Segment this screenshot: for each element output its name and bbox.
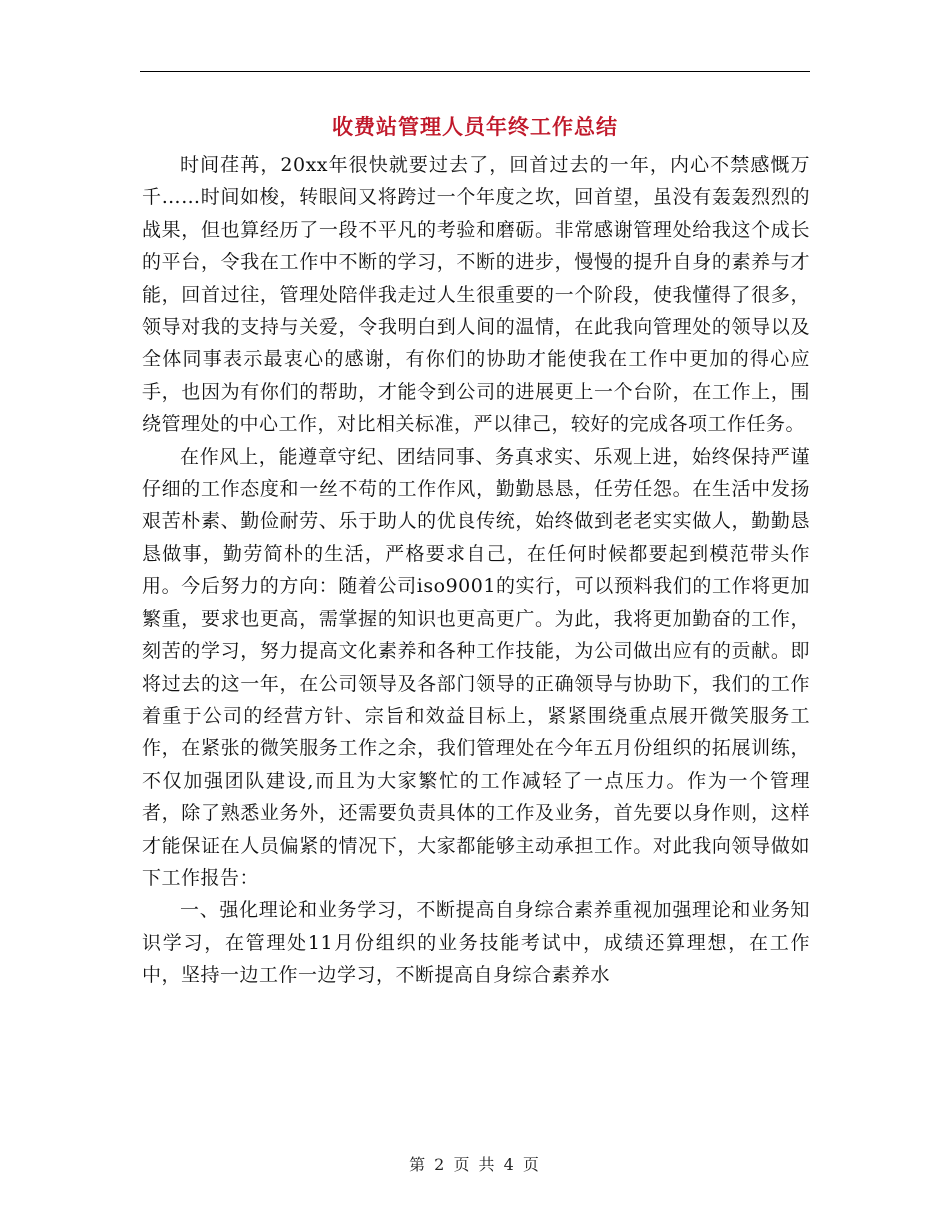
paragraph-3: 一、强化理论和业务学习，不断提高自身综合素养重视加强理论和业务知识学习，在管理处11月份组织的业务技能考试中，成绩还算理想，在工作中，坚持一边工作一边学习，不断提高自身综合素养水 — [142, 899, 810, 987]
document-title: 收费站管理人员年终工作总结 — [332, 114, 618, 139]
page-number-footer: 第 2 页 共 4 页 — [409, 1155, 541, 1174]
header-rule — [140, 71, 810, 72]
paragraph-2: 在作风上，能遵章守纪、团结同事、务真求实、乐观上进，始终保持严谨仔细的工作态度和一丝不苟的工作作风，勤勤恳恳，任劳任怨。在生活中发扬艰苦朴素、勤俭耐劳、乐于助人的优良传统，始终做到老老实实做人，勤勤恳恳做事，勤劳简朴的生活，严格要求自己，在任何时候都要起到模范带头作用。今后努力的方向：随着公司iso9001的实行，可以预料我们的工作将更加繁重，要求也更高，需掌握的知识也更高更广。为此，我将更加勤奋的工作，刻苦的学习，努力提高文化素养和各种工作技能，为公司做出应有的贡献。即将过去的这一年，在公司领导及各部门领导的正确领导与协助下，我们的工作着重于公司的经营方针、宗旨和效益目标上，紧紧围绕重点展开微笑服务工作，在紧张的微笑服务工作之余，我们管理处在今年五月份组织的拓展训练，不仅加强团队建设,而且为大家繁忙的工作减轻了一点压力。作为一个管理者，除了熟悉业务外，还需要负责具体的工作及业务，首先要以身作则，这样才能保证在人员偏紧的情况下，大家都能够主动承担工作。对此我向领导做如下工作报告： — [142, 445, 810, 889]
document-body — [142, 149, 810, 992]
paragraph-1: 时间荏苒，20xx年很快就要过去了，回首过去的一年，内心不禁感慨万千……时间如梭，转眼间又将跨过一个年度之坎，回首望，虽没有轰轰烈烈的战果，但也算经历了一段不平凡的考验和磨砺。非常感谢管理处给我这个成长的平台，令我在工作中不断的学习，不断的进步，慢慢的提升自身的素养与才能，回首过往，管理处陪伴我走过人生很重要的一个阶段，使我懂得了很多，领导对我的支持与关爱，令我明白到人间的温情，在此我向管理处的领导以及全体同事表示最衷心的感谢，有你们的协助才能使我在工作中更加的得心应手，也因为有你们的帮助，才能令到公司的进展更上一个台阶，在工作上，围绕管理处的中心工作，对比相关标准，严以律己，较好的完成各项工作任务。 — [142, 154, 810, 436]
